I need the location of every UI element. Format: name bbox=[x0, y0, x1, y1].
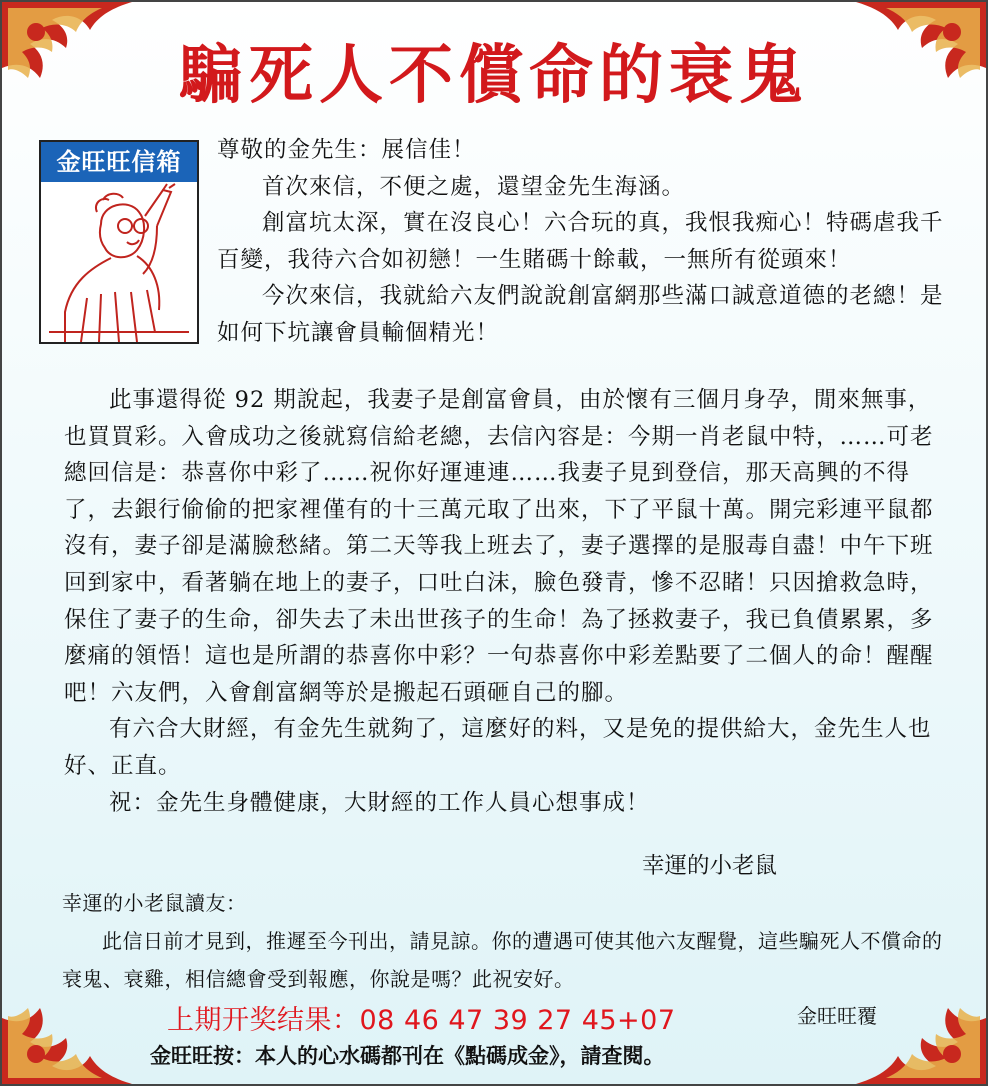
column-label: 金旺旺信箱 bbox=[41, 142, 197, 182]
letter-paragraph: 祝：金先生身體健康，大財經的工作人員心想事成！ bbox=[109, 789, 650, 816]
footer-note: 金旺旺按：本人的心水碼都刊在《點碼成金》，請查閱。 bbox=[150, 1044, 665, 1068]
letter-paragraph: 有六合大財經，有金先生就夠了，這麼好的料，又是免的提供給大，金先生人也好、正直。 bbox=[64, 716, 932, 779]
page-title: 騙死人不償命的衰鬼 bbox=[179, 39, 809, 113]
letter-paragraph: 今次來信，我就給六友們說說創富網那些滿口誠意道德的老總！是如何下坑讓會員輸個精光！ bbox=[217, 283, 944, 346]
reply-salutation: 幸運的小老鼠讀友： bbox=[62, 891, 247, 915]
editor-reply bbox=[62, 884, 952, 998]
letter-intro bbox=[217, 132, 952, 352]
letter-greeting: 尊敬的金先生：展信佳！ bbox=[217, 137, 476, 163]
letter-body bbox=[64, 382, 952, 821]
reply-body: 此信日前才見到，推遲至今刊出，請見諒。你的遭遇可使其他六友醒覺，這些騙死人不償命的衰鬼、衰雞，相信總會受到報應，你說是嗎？此祝安好。 bbox=[62, 929, 943, 991]
reply-signature: 金旺旺覆 bbox=[797, 1004, 877, 1028]
letter-paragraph: 創富坑太深，實在沒良心！六合玩的真，我恨我痴心！特碼虐我千百變，我待六合如初戀！一生賭碼十餘載，一無所有從頭來！ bbox=[217, 210, 944, 273]
letter-paragraph: 此事還得從 92 期說起，我妻子是創富會員，由於懷有三個月身孕，閒來無事，也買買彩。入會成功之後就寫信給老總，去信內容是：今期一肖老鼠中特，……可老總回信是：恭喜你中彩了……祝你好運連連……我妻子見到登信，那天高興的不得了，去銀行偷偷的把家裡僅有的十三萬元取了出來，下了平鼠十萬。開完彩連平鼠都沒有，妻子卻是滿臉愁緒。第二天等我上班去了，妻子選擇的是服毒自盡！中午下班回到家中，看著躺在地上的妻子，口吐白沫，臉色發青，慘不忍睹！只因搶救急時，保住了妻子的生命，卻失去了未出世孩子的生命！為了拯救妻子，我已負債累累，多麼痛的領悟！這也是所謂的恭喜你中彩？一句恭喜你中彩差點要了二個人的命！醒醒吧！六友們，入會創富網等於是搬起石頭砸自己的腳。 bbox=[64, 387, 934, 706]
columnist-illustration bbox=[41, 182, 197, 342]
letter-paragraph: 首次來信，不便之處，還望金先生海涵。 bbox=[262, 173, 686, 200]
column-badge bbox=[39, 140, 199, 344]
letter-signature: 幸運的小老鼠 bbox=[642, 853, 778, 879]
lottery-results: 上期开奖结果：08 46 47 39 27 45+07 bbox=[167, 1005, 676, 1036]
